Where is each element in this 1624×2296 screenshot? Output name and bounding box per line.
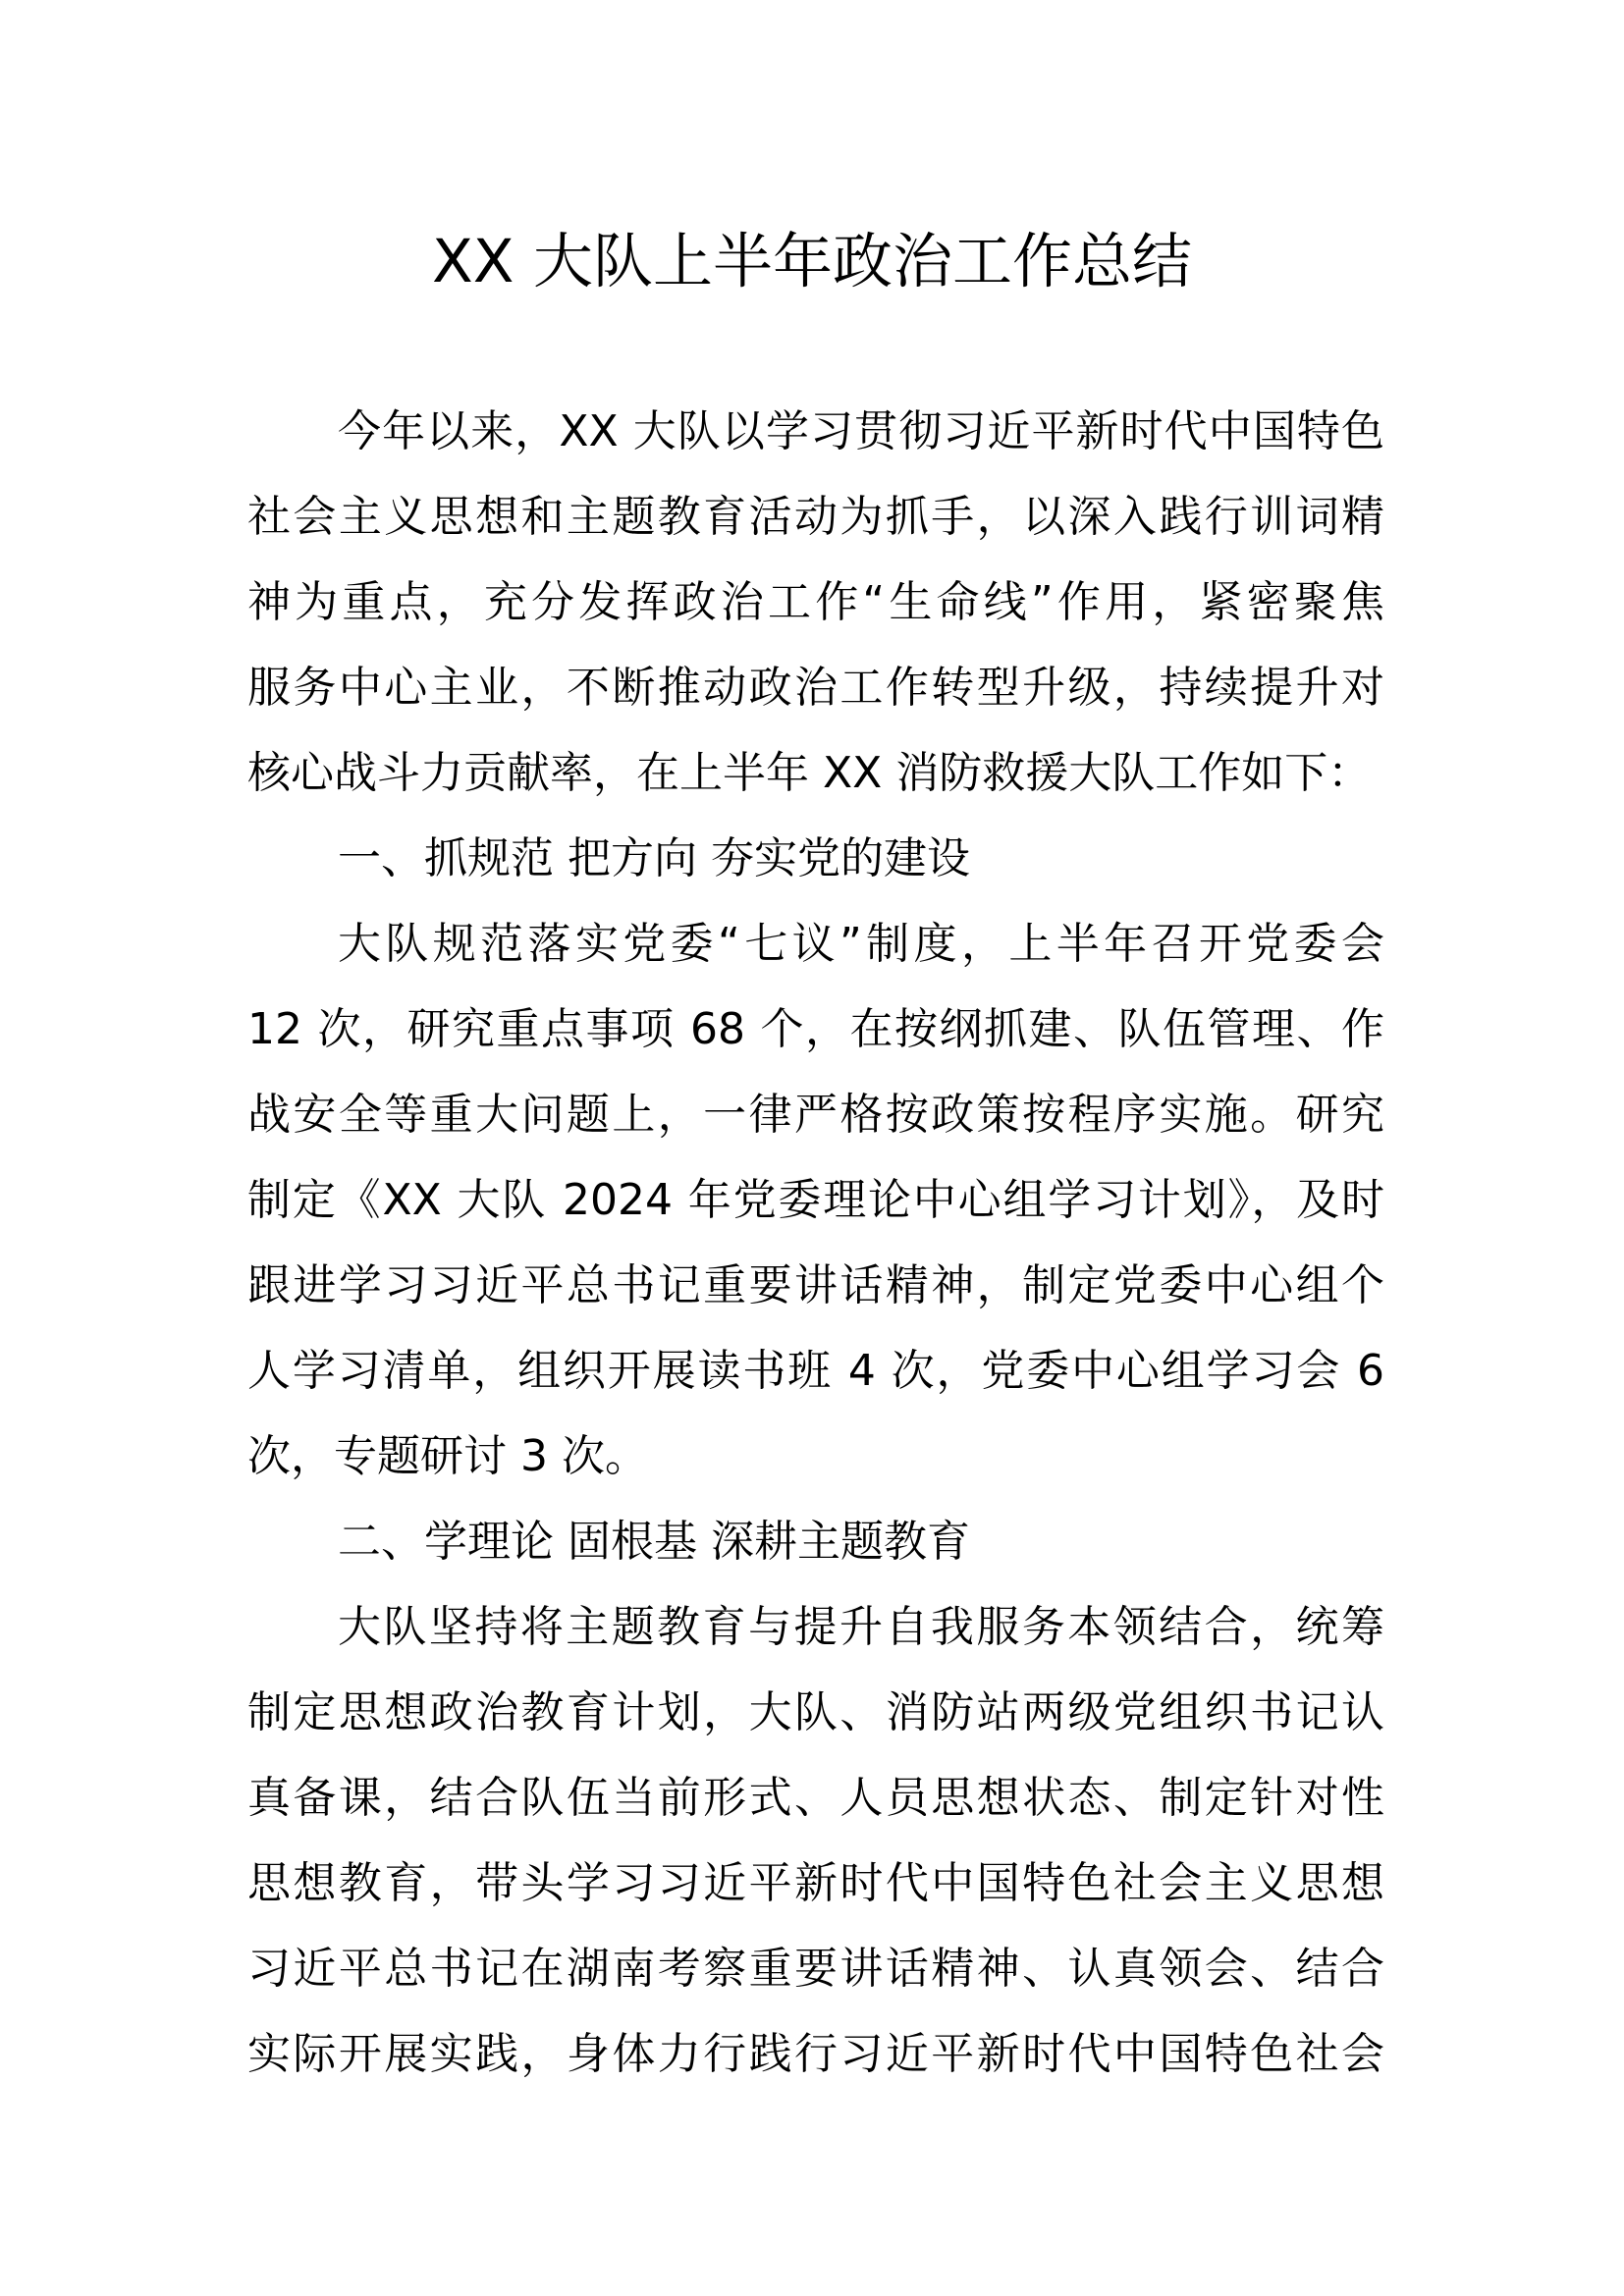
- section-heading: 一、抓规范 把方向 夯实党的建设: [338, 833, 970, 883]
- paragraph-line: 制定思想政治教育计划，大队、消防站两级党组织书记认: [247, 1687, 1384, 1737]
- paragraph: [247, 901, 1384, 1499]
- paragraph-line: 大队坚持将主题教育与提升自我服务本领结合，统筹: [338, 1602, 1384, 1652]
- paragraph-line: 真备课，结合队伍当前形式、人员思想状态、制定针对性: [247, 1773, 1384, 1823]
- paragraph: [247, 1584, 1384, 2097]
- document-title: XX 大队上半年政治工作总结: [432, 227, 1192, 296]
- paragraph-line: 核心战斗力贡献率，在上半年 XX 消防救援大队工作如下：: [247, 748, 1372, 798]
- paragraph-line: 神为重点，充分发挥政治工作“生命线”作用，紧密聚焦: [247, 577, 1384, 627]
- section: [247, 816, 1384, 1499]
- paragraph-line: 制定《XX 大队 2024 年党委理论中心组学习计划》，及时: [247, 1175, 1384, 1225]
- paragraph-line: 次，专题研讨 3 次。: [247, 1431, 648, 1481]
- document-body: [247, 389, 1384, 2097]
- section-heading: 二、学理论 固根基 深耕主题教育: [338, 1517, 970, 1567]
- paragraph-line: 思想教育，带头学习习近平新时代中国特色社会主义思想: [247, 1858, 1384, 1908]
- paragraph-line: 服务中心主业，不断推动政治工作转型升级，持续提升对: [247, 663, 1384, 713]
- paragraph-line: 人学习清单，组织开展读书班 4 次，党委中心组学习会 6: [247, 1346, 1384, 1396]
- paragraph-line: 战安全等重大问题上，一律严格按政策按程序实施。研究: [247, 1090, 1384, 1140]
- paragraph: [247, 389, 1384, 816]
- paragraph-line: 社会主义思想和主题教育活动为抓手，以深入践行训词精: [247, 492, 1384, 542]
- paragraph-line: 习近平总书记在湖南考察重要讲话精神、认真领会、结合: [247, 1944, 1384, 1994]
- paragraph-line: 大队规范落实党委“七议”制度，上半年召开党委会: [338, 919, 1384, 969]
- section: [247, 1499, 1384, 2097]
- paragraph-line: 12 次，研究重点事项 68 个，在按纲抓建、队伍管理、作: [247, 1004, 1384, 1054]
- paragraph-line: 跟进学习习近平总书记重要讲话精神，制定党委中心组个: [247, 1260, 1384, 1310]
- paragraph-line: 今年以来，XX 大队以学习贯彻习近平新时代中国特色: [338, 406, 1384, 456]
- paragraph-line: 实际开展实践，身体力行践行习近平新时代中国特色社会: [247, 2029, 1384, 2079]
